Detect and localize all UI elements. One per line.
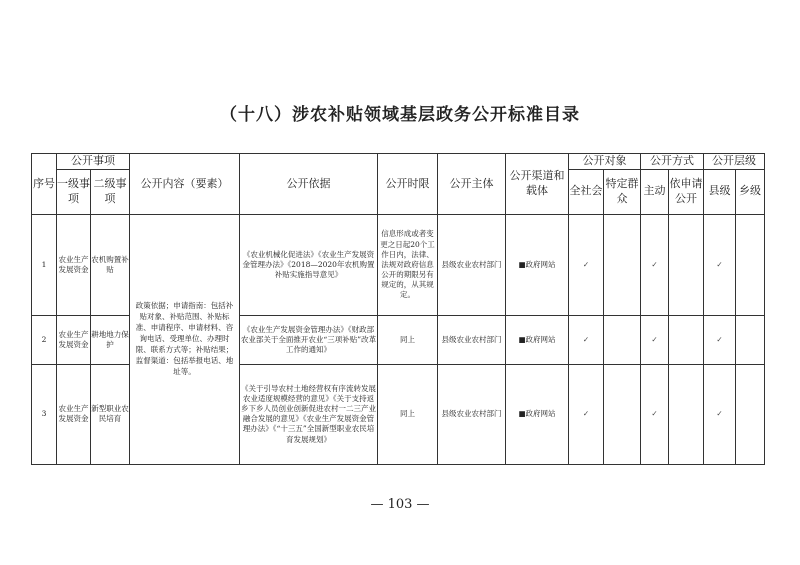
row-basis: 《农业机械化促进法》《农业生产发展资金管理办法》《2018—2020年农机购置补贴实施指导意见》 (240, 214, 378, 315)
cell-township (736, 315, 765, 364)
header-time-limit: 公开时限 (378, 154, 438, 215)
row-channel: ■政府网站 (506, 315, 569, 364)
header-level: 公开层级 (704, 154, 765, 170)
table-row (32, 214, 765, 315)
header-on-request: 依申请公开 (669, 169, 704, 214)
check-all-society: ✓ (569, 315, 604, 364)
check-all-society: ✓ (569, 214, 604, 315)
cell-township (736, 364, 765, 464)
header-basis: 公开依据 (240, 154, 378, 215)
cell-on-request (669, 214, 704, 315)
row-time-limit: 同上 (378, 364, 438, 464)
row-basis: 《农业生产发展资金管理办法》《财政部 农业部关于全面推开农业“三项补贴”改革工作的通知》 (240, 315, 378, 364)
cell-specific-group (604, 364, 641, 464)
row-seq: 2 (32, 315, 57, 364)
header-channel: 公开渠道和载体 (506, 154, 569, 215)
row-level1: 农业生产发展资金 (57, 214, 91, 315)
row-subject: 县级农业农村部门 (438, 214, 506, 315)
header-county: 县级 (704, 169, 736, 214)
header-level1: 一级事项 (57, 169, 91, 214)
cell-on-request (669, 315, 704, 364)
row-subject: 县级农业农村部门 (438, 315, 506, 364)
header-specific-group: 特定群众 (604, 169, 641, 214)
cell-specific-group (604, 315, 641, 364)
header-method: 公开方式 (641, 154, 704, 170)
row-level1: 农业生产发展资金 (57, 315, 91, 364)
row-seq: 3 (32, 364, 57, 464)
row-time-limit: 信息形成或者变更之日起20个工作日内，法律、法规对政府信息公开的期限另有规定的，从其规定。 (378, 214, 438, 315)
row-channel: ■政府网站 (506, 214, 569, 315)
check-all-society: ✓ (569, 364, 604, 464)
cell-township (736, 214, 765, 315)
row-channel: ■政府网站 (506, 364, 569, 464)
row-seq: 1 (32, 214, 57, 315)
row-level1: 农业生产发展资金 (57, 364, 91, 464)
header-content: 公开内容（要素） (130, 154, 240, 215)
shared-content: 政策依据；申请指南：包括补贴对象、补贴范围、补贴标准、申请程序、申请材料、咨询电话、受理单位、办理时限、联系方式等；补贴结果；监督渠道：包括举报电话、地址等。 (135, 301, 234, 376)
check-proactive: ✓ (641, 315, 669, 364)
row-time-limit: 同上 (378, 315, 438, 364)
check-county: ✓ (704, 315, 736, 364)
check-proactive: ✓ (641, 214, 669, 315)
header-seq: 序号 (32, 154, 57, 215)
cell-specific-group (604, 214, 641, 315)
check-county: ✓ (704, 364, 736, 464)
header-all-society: 全社会 (569, 169, 604, 214)
header-township: 乡级 (736, 169, 765, 214)
shared-content-cell (130, 214, 240, 464)
check-proactive: ✓ (641, 364, 669, 464)
header-level2: 二级事项 (91, 169, 130, 214)
row-level2: 农机购置补贴 (91, 214, 130, 315)
row-level2: 新型职业农民培育 (91, 364, 130, 464)
cell-on-request (669, 364, 704, 464)
check-county: ✓ (704, 214, 736, 315)
header-matters: 公开事项 (57, 154, 130, 170)
standard-catalog-table (31, 153, 765, 465)
header-subject: 公开主体 (438, 154, 506, 215)
row-subject: 县级农业农村部门 (438, 364, 506, 464)
row-basis: 《关于引导农村土地经营权有序流转发展农业适度规模经营的意见》《关于支持返乡下乡人员创业创新促进农村一二三产业融合发展的意见》《农业生产发展资金管理办法》《“十三五”全国新型职业农民培育发展规划》 (240, 364, 378, 464)
row-level2: 耕地地力保护 (91, 315, 130, 364)
page-title: （十八）涉农补贴领域基层政务公开标准目录 (220, 105, 580, 125)
header-target: 公开对象 (569, 154, 641, 170)
page-number: — 103 — (370, 497, 430, 512)
header-proactive: 主动 (641, 169, 669, 214)
